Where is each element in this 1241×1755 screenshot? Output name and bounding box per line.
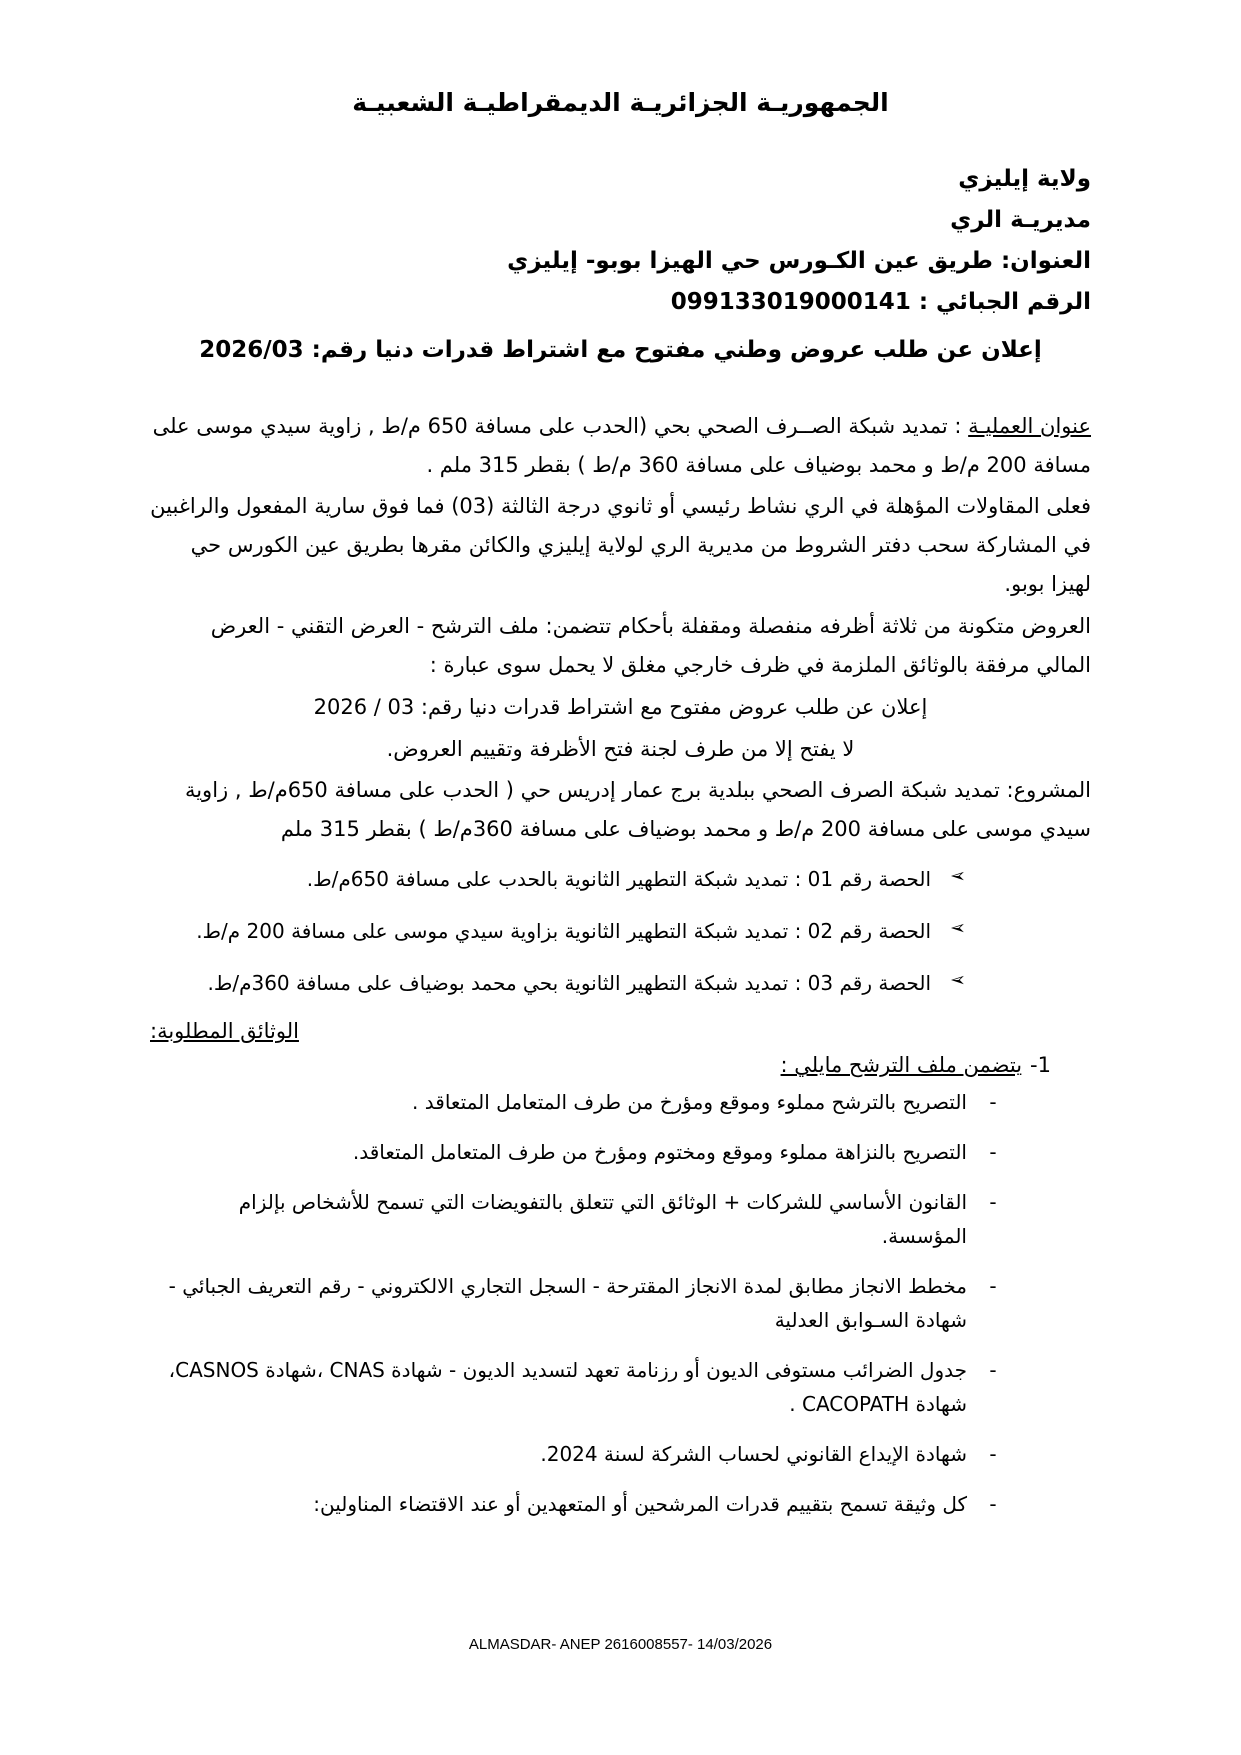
issuer-header bbox=[150, 159, 1091, 323]
envelope-phrase: إعلان عن طلب عروض مفتوح مع اشتراط قدرات دنيا رقم: 03 / 2026 bbox=[313, 694, 928, 719]
list-item bbox=[150, 1353, 1091, 1421]
lot-text: الحصة رقم 03 : تمديد شبكة التطهير الثانوية بحي محمد بوضياف على مسافة 360م/ط. bbox=[207, 971, 931, 996]
list-item bbox=[150, 1437, 1091, 1471]
address-line: العنوان: طريق عين الكـورس حي الهيزا بوبو- إيليزي bbox=[507, 247, 1091, 274]
list-item bbox=[150, 915, 1091, 947]
doc-item-text: التصريح بالترشح مملوء وموقع ومؤرخ من طرف المتعامل المتعاقد . bbox=[412, 1090, 967, 1115]
lot-text: الحصة رقم 02 : تمديد شبكة التطهير الثانوية بزاوية سيدي موسى على مسافة 200 م/ط. bbox=[196, 919, 931, 944]
lot-text: الحصة رقم 01 : تمديد شبكة التطهير الثانوية بالحدب على مسافة 650م/ط. bbox=[306, 867, 931, 892]
operation-title-paragraph bbox=[150, 407, 1091, 485]
document-content bbox=[150, 88, 1091, 1537]
doc-item-text: مخطط الانجاز مطابق لمدة الانجاز المقترحة - السجل التجاري الالكتروني - رقم التعريف الجبائي - شهادة السـوابق العدلية bbox=[168, 1274, 967, 1333]
required-docs-heading bbox=[150, 1019, 1091, 1043]
wilaya-line: ولاية إيليزي bbox=[958, 166, 1091, 192]
dash-bullet-icon: - bbox=[989, 1090, 997, 1115]
list-item bbox=[150, 1085, 1091, 1119]
list-item bbox=[150, 1135, 1091, 1169]
dash-bullet-icon: - bbox=[989, 1442, 997, 1467]
item-number: 1- bbox=[1030, 1053, 1051, 1078]
dash-bullet-icon: - bbox=[989, 1190, 997, 1215]
required-docs-subitem bbox=[150, 1053, 1091, 1077]
list-item bbox=[150, 967, 1091, 999]
dash-bullet-icon: - bbox=[989, 1140, 997, 1165]
required-docs-heading-text: الوثائق المطلوبة: bbox=[150, 1019, 299, 1044]
doc-item-text: القانون الأساسي للشركات + الوثائق التي تتعلق بالتفويضات التي تسمح للأشخاص بإلزام المؤسسة. bbox=[238, 1190, 967, 1249]
directorate-line: مديريـة الري bbox=[950, 206, 1091, 233]
republic-title: الجمهوريـة الجزائريـة الديمقراطيـة الشعبيـة bbox=[352, 88, 889, 117]
operation-title-text: : تمديد شبكة الصــرف الصحي بحي (الحدب على مسافة 650 م/ط , زاوية سيدي موسى على مسافة 200 م/ط و محمد بوضياف على مسافة 360 م/ط ) بقطر 315 ملم . bbox=[152, 413, 1091, 477]
required-docs-list bbox=[150, 1085, 1091, 1521]
operation-title-label: عنوان العمليـة bbox=[968, 413, 1091, 438]
dash-bullet-icon: - bbox=[989, 1274, 997, 1299]
project-paragraph: المشروع: تمديد شبكة الصرف الصحي ببلدية برج عمار إدريس حي ( الحدب على مسافة 650م/ط , زاوية سيدي موسى على مسافة 200 م/ط و محمد بوضياف على مسافة 360م/ط ) بقطر 315 ملم bbox=[184, 778, 1091, 842]
opening-note: لا يفتح إلا من طرف لجنة فتح الأظرفة وتقييم العروض. bbox=[386, 736, 855, 761]
list-item bbox=[150, 1269, 1091, 1337]
envelopes-paragraph: العروض متكونة من ثلاثة أظرفه منفصلة ومقفلة بأحكام تتضمن: ملف الترشح - العرض التقني - العرض المالي مرفقة بالوثائق الملزمة في ظرف خارجي مغلق لا يحمل سوى عبارة : bbox=[210, 613, 1091, 677]
dash-bullet-icon: - bbox=[989, 1492, 997, 1517]
doc-item-text: كل وثيقة تسمح بتقييم قدرات المرشحين أو المتعهدين أو عند الاقتضاء المناولين: bbox=[313, 1492, 967, 1517]
page-footer: ALMASDAR- ANEP 2616008557- 14/03/2026 bbox=[468, 1636, 773, 1653]
doc-item-text: التصريح بالنزاهة مملوء وموقع ومختوم ومؤرخ من طرف المتعامل المتعاقد. bbox=[352, 1140, 967, 1165]
arrow-bullet-icon: ➢ bbox=[950, 969, 966, 992]
doc-item-text: جدول الضرائب مستوفى الديون أو رزنامة تعهد لتسديد الديون - شهادة CNAS ،شهادة CASNOS، شهادة CACOPATH . bbox=[168, 1358, 967, 1417]
item-title: يتضمن ملف الترشح مايلي : bbox=[780, 1053, 1023, 1078]
list-item bbox=[150, 1185, 1091, 1253]
arrow-bullet-icon: ➢ bbox=[950, 865, 966, 888]
doc-item-text: شهادة الإيداع القانوني لحساب الشركة لسنة 2024. bbox=[540, 1442, 967, 1467]
fiscal-number-line: الرقم الجبائي : 099133019000141 bbox=[670, 288, 1091, 315]
dash-bullet-icon: - bbox=[989, 1358, 997, 1383]
eligibility-paragraph: فعلى المقاولات المؤهلة في الري نشاط رئيسي أو ثانوي درجة الثالثة (03) فما فوق سارية المفعول والراغبين في المشاركة سحب دفتر الشروط من مديرية الري لولاية إيليزي والكائن مقرها بطريق عين الكورس حي لهيزا بوبو. bbox=[150, 494, 1091, 597]
lots-list bbox=[150, 863, 1091, 999]
list-item bbox=[150, 863, 1091, 895]
list-item bbox=[150, 1487, 1091, 1521]
announcement-title: إعلان عن طلب عروض وطني مفتوح مع اشتراط قدرات دنيا رقم: 2026/03 bbox=[199, 336, 1042, 363]
body-text bbox=[150, 407, 1091, 849]
arrow-bullet-icon: ➢ bbox=[950, 917, 966, 940]
